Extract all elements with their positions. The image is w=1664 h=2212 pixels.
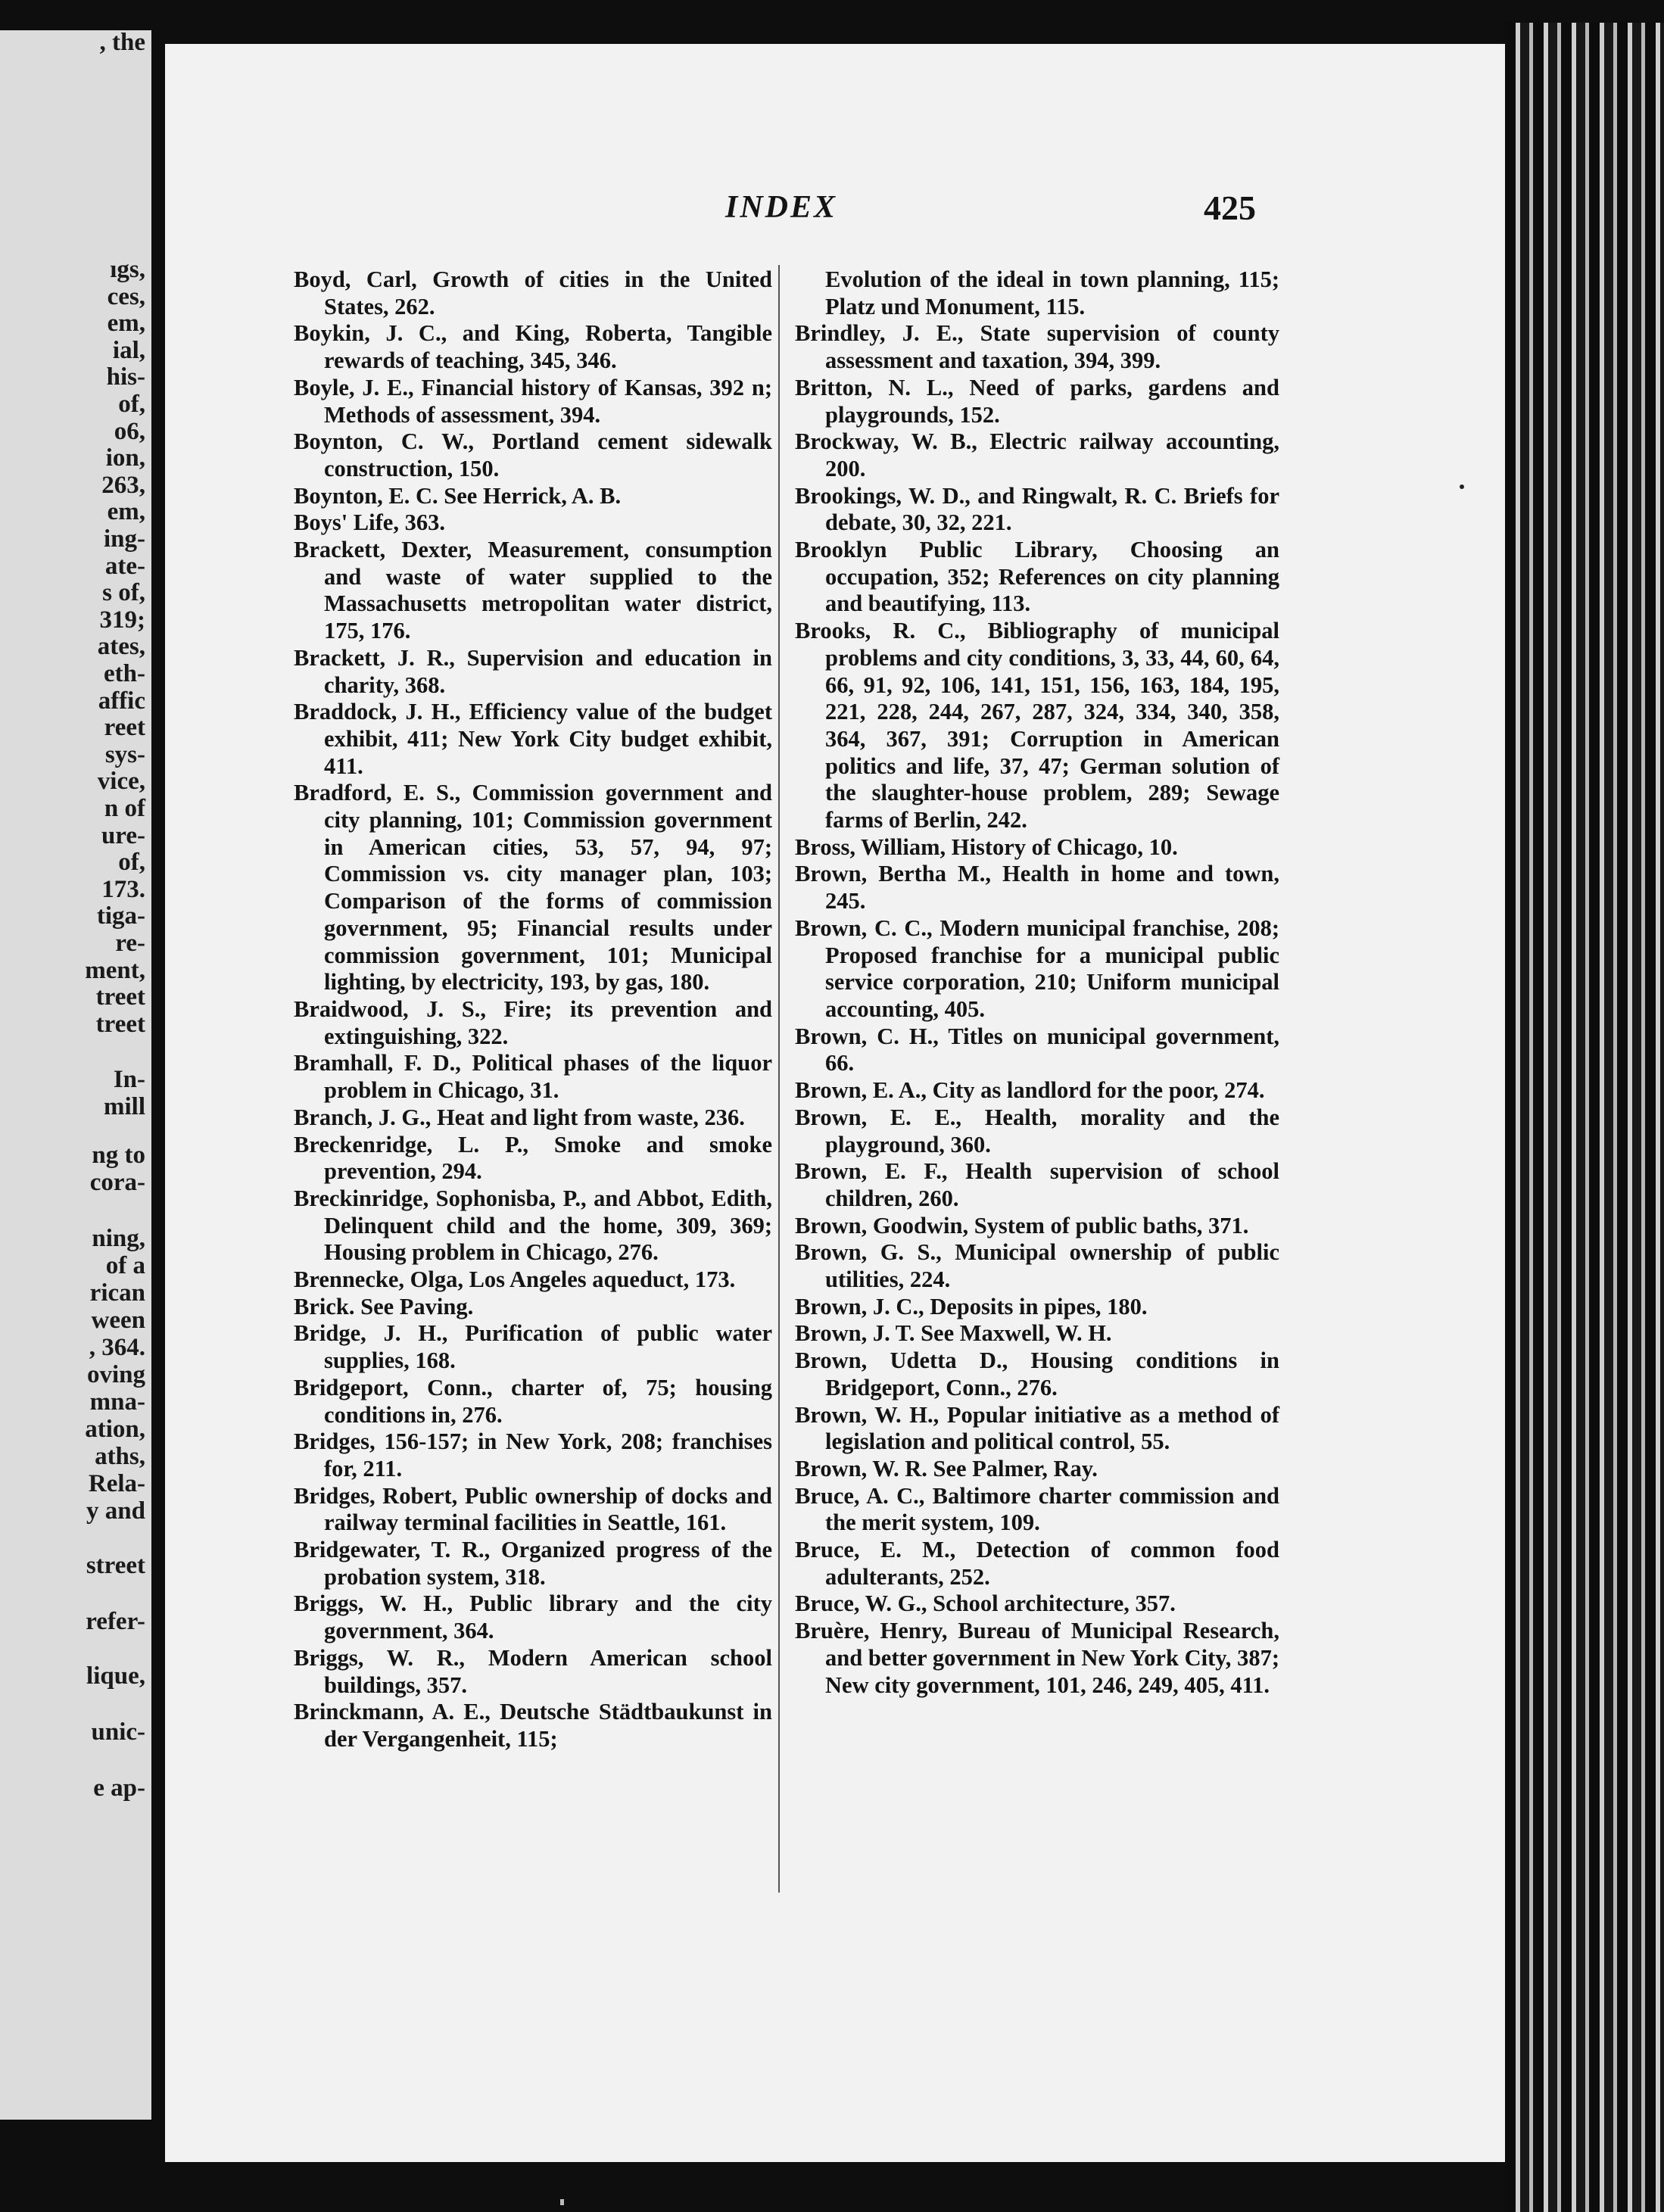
index-entry: Brown, W. H., Popular initiative as a method of legislation and political control, 55.	[795, 1401, 1279, 1455]
facing-page-fragment: vice,	[97, 768, 145, 796]
index-entry: Branch, J. G., Heat and light from waste, 236.	[294, 1104, 745, 1130]
facing-page-fragment: unic-	[91, 1718, 145, 1746]
facing-page-fragment: ate-	[104, 552, 145, 580]
index-entry: Brown, E. F., Health supervision of school children, 260.	[795, 1158, 1279, 1211]
facing-page-fragment: re-	[115, 930, 145, 957]
facing-page-fragment: sys-	[104, 740, 145, 768]
index-entry: Brown, J. T. See Maxwell, W. H.	[795, 1320, 1112, 1347]
index-entry: Brown, Goodwin, System of public baths, 371.	[795, 1212, 1249, 1238]
index-entry: Bridges, Robert, Public ownership of docks and railway terminal facilities in Seattle, 161.	[294, 1482, 772, 1536]
index-entry: Bruce, A. C., Baltimore charter commission and the merit system, 109.	[795, 1482, 1279, 1536]
facing-page-fragment: s of,	[102, 579, 145, 607]
facing-page-fragment: mill	[104, 1093, 145, 1120]
index-column-right	[795, 266, 1279, 1699]
facing-page-fragment: street	[86, 1552, 145, 1579]
facing-page-fragment: n of	[104, 795, 145, 822]
index-column-left	[294, 266, 772, 1753]
index-entry: Braddock, J. H., Efficiency value of the budget exhibit, 411; New York City budget exhibit, 411.	[294, 699, 772, 779]
index-entry: Brown, W. R. See Palmer, Ray.	[795, 1455, 1098, 1481]
index-entry: Brown, C. C., Modern municipal franchise, 208; Proposed franchise for a municipal public service corporation, 210; Uniform municipal accounting, 405.	[795, 914, 1279, 1022]
index-entry: Brooks, R. C., Bibliography of municipal problems and city conditions, 3, 33, 44, 60, 64, 66, 91, 92, 106, 141, 151, 156, 163, 184, 195, 221, 228, 244, 267, 287, 324, 334, 340, 358, 364, 367, 391; Corruption in American politics and life, 37, 47; German solution of the slaughter-house problem, 289; Sewage farms of Berlin, 242.	[795, 618, 1279, 833]
index-entry: Brown, E. A., City as landlord for the poor, 274.	[795, 1077, 1265, 1104]
index-entry: Bridge, J. H., Purification of public water supplies, 168.	[294, 1320, 772, 1374]
index-entry: Boyle, J. E., Financial history of Kansas, 392 n; Methods of assessment, 394.	[294, 374, 772, 428]
index-entry: Brown, C. H., Titles on municipal government, 66.	[795, 1023, 1279, 1076]
facing-page-fragment: refer-	[86, 1608, 145, 1635]
index-entry: Bruère, Henry, Bureau of Municipal Research, and better government in New York City, 387; New city government, 101, 246, 249, 405, 411.	[795, 1618, 1279, 1698]
index-entry: Brooklyn Public Library, Choosing an occupation, 352; References on city planning and beautifying, 113.	[795, 537, 1279, 617]
index-entry: Brookings, W. D., and Ringwalt, R. C. Briefs for debate, 30, 32, 221.	[795, 482, 1279, 536]
facing-page-fragment: of a	[105, 1252, 145, 1279]
facing-page-fragment: ment,	[85, 956, 145, 984]
index-entry: Boynton, E. C. See Herrick, A. B.	[294, 482, 622, 509]
facing-page-fragment: In-	[113, 1066, 145, 1093]
index-entry: Brown, G. S., Municipal ownership of public utilities, 224.	[795, 1239, 1279, 1293]
facing-page-fragment: ing-	[103, 525, 145, 553]
facing-page-fragment: ation,	[85, 1416, 145, 1443]
index-entry: Bross, William, History of Chicago, 10.	[795, 833, 1178, 860]
facing-page-fragment: 319;	[99, 606, 145, 634]
facing-page-fragment: ure-	[101, 821, 145, 849]
index-entry: Bradford, E. S., Commission government and city planning, 101; Commission government in American cities, 53, 57, 94, 97; Commission vs. city manager plan, 103; Comparison of the forms of commission government, 95; Financial results under commission government, 101; Municipal lighting, by electricity, 193, by gas, 180.	[294, 780, 772, 995]
index-entry: Brockway, W. B., Electric railway accounting, 200.	[795, 428, 1279, 481]
index-entry: Brinckmann, A. E., Deutsche Städtbaukunst in der Vergangenheit, 115;	[294, 1699, 772, 1752]
index-entry: Bruce, E. M., Detection of common food adulterants, 252.	[795, 1537, 1279, 1590]
facing-page-fragment: ween	[91, 1307, 145, 1334]
facing-page-fragment: e ap-	[93, 1774, 145, 1802]
index-entry: Boykin, J. C., and King, Roberta, Tangible rewards of teaching, 345, 346.	[294, 320, 772, 374]
facing-page-fragment: 263,	[101, 471, 145, 499]
index-entry: Brennecke, Olga, Los Angeles aqueduct, 173.	[294, 1266, 736, 1293]
index-entry: Brown, E. E., Health, morality and the playground, 360.	[795, 1104, 1279, 1157]
index-entry: Bridgewater, T. R., Organized progress of the probation system, 318.	[294, 1537, 772, 1590]
facing-page-fragment: ates,	[97, 633, 145, 661]
index-entry: Brown, Bertha M., Health in home and town, 245.	[795, 861, 1279, 914]
facing-page-fragment: reet	[104, 714, 145, 742]
facing-page-fragment: 173.	[101, 875, 145, 903]
index-entry: Bruce, W. G., School architecture, 357.	[795, 1590, 1176, 1617]
index-entry: Brindley, J. E., State supervision of county assessment and taxation, 394, 399.	[795, 320, 1279, 374]
page-number: 425	[1204, 188, 1256, 227]
index-entry: Bridges, 156-157; in New York, 208; franchises for, 211.	[294, 1428, 772, 1481]
index-entry: Brackett, J. R., Supervision and education in charity, 368.	[294, 644, 772, 698]
index-entry: Bridgeport, Conn., charter of, 75; housing conditions in, 276.	[294, 1374, 772, 1428]
index-entry: Brick. See Paving.	[294, 1293, 474, 1319]
facing-page-fragment: ning,	[92, 1225, 145, 1252]
facing-page-fragment: Rela-	[88, 1470, 145, 1497]
column-divider	[778, 265, 780, 1893]
running-head: INDEX	[725, 190, 838, 225]
index-entry: Bramhall, F. D., Political phases of the liquor problem in Chicago, 31.	[294, 1050, 772, 1104]
facing-page-fragment: o6,	[114, 417, 145, 445]
facing-page-fragment: treet	[95, 1010, 145, 1038]
index-entry: Breckenridge, L. P., Smoke and smoke prevention, 294.	[294, 1131, 772, 1185]
facing-page-fragment: y and	[86, 1497, 145, 1525]
facing-page-fragment: of,	[118, 391, 145, 418]
facing-page-fragment: , the	[99, 29, 145, 56]
facing-page-fragment: cora-	[89, 1169, 145, 1196]
facing-page-fragment: of,	[118, 849, 145, 877]
index-entry: Brackett, Dexter, Measurement, consumption and waste of water supplied to the Massachusetts metropolitan water district, 175, 176.	[294, 537, 772, 644]
index-entry: Evolution of the ideal in town planning, 115; Platz und Monument, 115.	[825, 266, 1279, 319]
facing-page-fragment: aths,	[95, 1443, 145, 1470]
facing-page-fragment: ng to	[92, 1142, 145, 1169]
facing-page-fragment: , 364.	[89, 1334, 145, 1361]
facing-page-fragment: his-	[106, 363, 145, 391]
facing-page-fragment: ces,	[107, 282, 145, 310]
index-entry: Brown, J. C., Deposits in pipes, 180.	[795, 1293, 1148, 1319]
index-entry: Braidwood, J. S., Fire; its prevention and extinguishing, 322.	[294, 995, 772, 1049]
facing-page-fragment: affic	[98, 687, 145, 715]
index-entry: Britton, N. L., Need of parks, gardens and playgrounds, 152.	[795, 374, 1279, 428]
facing-page-fragment: rican	[89, 1279, 145, 1307]
index-entry: Boys' Life, 363.	[294, 509, 445, 536]
facing-page-fragment: ial,	[112, 336, 145, 364]
index-entry: Brown, Udetta D., Housing conditions in Bridgeport, Conn., 276.	[795, 1347, 1279, 1400]
facing-page-fragment: tiga-	[96, 902, 145, 930]
facing-page-fragment: lique,	[86, 1662, 145, 1690]
facing-page-fragment: ion,	[105, 444, 145, 472]
facing-page-fragment: em,	[107, 498, 145, 526]
index-entry: Breckinridge, Sophonisba, P., and Abbot, Edith, Delinquent child and the home, 309, 369; Housing problem in Chicago, 276.	[294, 1185, 772, 1266]
bottom-mark	[560, 2199, 564, 2205]
index-entry: Briggs, W. H., Public library and the city government, 364.	[294, 1590, 772, 1644]
page-speck	[1460, 484, 1464, 489]
facing-page-fragment: mna-	[89, 1388, 145, 1416]
facing-page-fragment: treet	[95, 983, 145, 1011]
index-entry: Boynton, C. W., Portland cement sidewalk construction, 150.	[294, 428, 772, 481]
facing-page-fragment: em,	[107, 310, 145, 338]
page-edges	[1505, 23, 1664, 2212]
facing-page-fragment: oving	[86, 1361, 145, 1388]
facing-page-fragment: ıgs,	[110, 256, 145, 283]
facing-page-edge	[0, 30, 151, 2120]
index-entry: Briggs, W. R., Modern American school buildings, 357.	[294, 1644, 772, 1698]
facing-page-fragment: eth-	[104, 660, 145, 687]
index-entry: Boyd, Carl, Growth of cities in the United States, 262.	[294, 266, 772, 319]
